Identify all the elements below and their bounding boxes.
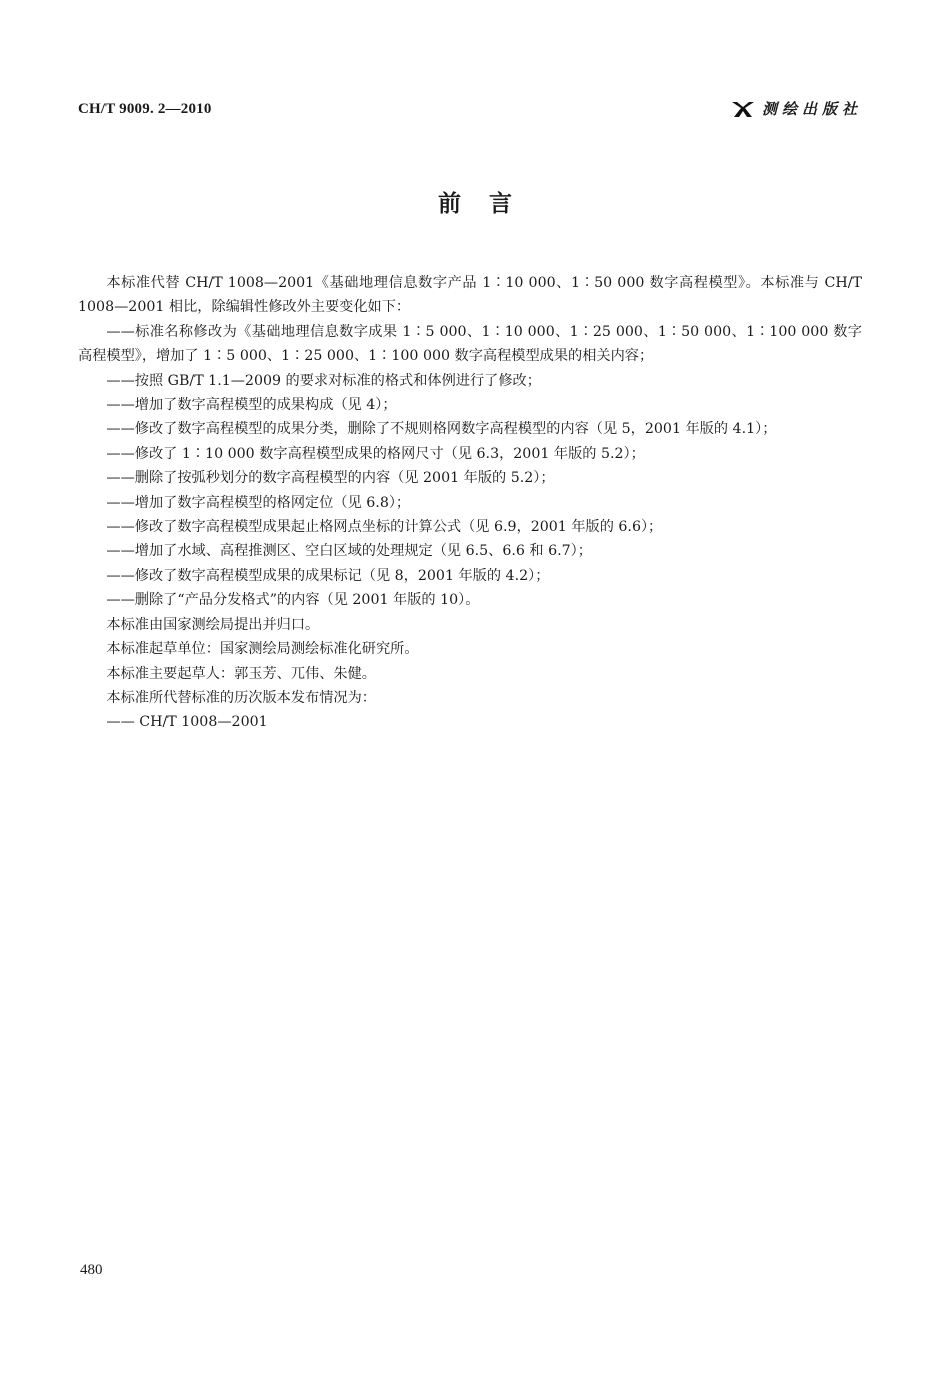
paragraph-drafters: 本标准主要起草人：郭玉芳、兀伟、朱健。: [106, 665, 376, 682]
list-item: ——增加了数字高程模型的格网定位（见 6.8）；: [106, 494, 411, 511]
list-item: ——修改了 1∶10 000 数字高程模型成果的格网尺寸（见 6.3，2001 年版的 5.2）；: [106, 445, 645, 462]
publisher-name: 测绘出版社: [761, 100, 862, 118]
list-item: ——按照 GB/T 1.1—2009 的要求对标准的格式和体例进行了修改；: [106, 372, 541, 389]
paragraph-history: 本标准所代替标准的历次版本发布情况为：: [106, 689, 376, 706]
standard-code: CH/T 9009. 2—2010: [78, 101, 212, 117]
foreword-body: [78, 271, 862, 735]
publisher-mark: [730, 98, 862, 119]
list-item: ——增加了数字高程模型的成果构成（见 4）；: [106, 397, 397, 414]
list-item: ——修改了数字高程模型成果的成果标记（见 8，2001 年版的 4.2）；: [106, 567, 550, 584]
page-title: 前言: [438, 191, 540, 217]
list-item: ——修改了数字高程模型的成果分类，删除了不规则格网数字高程模型的内容（见 5，2001 年版的 4.1）；: [106, 421, 777, 438]
paragraph-intro: 本标准代替 CH/T 1008—2001《基础地理信息数字产品 1∶10 000、1∶50 000 数字高程模型》。本标准与 CH/T 1008—2001 相比，除编辑性修改外主要变化如下：: [78, 275, 862, 316]
paragraph-drafting-unit: 本标准起草单位：国家测绘局测绘标准化研究所。: [106, 641, 419, 658]
list-item: ——删除了“产品分发格式”的内容（见 2001 年版的 10）。: [106, 592, 480, 609]
page-number: 480: [80, 1262, 103, 1278]
list-item: ——增加了水域、高程推测区、空白区域的处理规定（见 6.5、6.6 和 6.7）；: [106, 543, 592, 560]
paragraph-proposer: 本标准由国家测绘局提出并归口。: [106, 616, 320, 633]
list-item: ——标准名称修改为《基础地理信息数字成果 1∶5 000、1∶10 000、1∶25 000、1∶50 000、1∶100 000 数字高程模型》，增加了 1∶5 000、1∶25 000、1∶100 000 数字高程模型成果的相关内容；: [78, 323, 862, 365]
list-item: ——删除了按弧秒划分的数字高程模型的内容（见 2001 年版的 5.2）；: [106, 470, 555, 487]
publisher-logo-icon: [730, 99, 756, 119]
list-item: ——修改了数字高程模型成果起止格网点坐标的计算公式（见 6.9，2001 年版的 6.6）；: [106, 519, 663, 536]
list-item: —— CH/T 1008—2001: [106, 714, 268, 731]
